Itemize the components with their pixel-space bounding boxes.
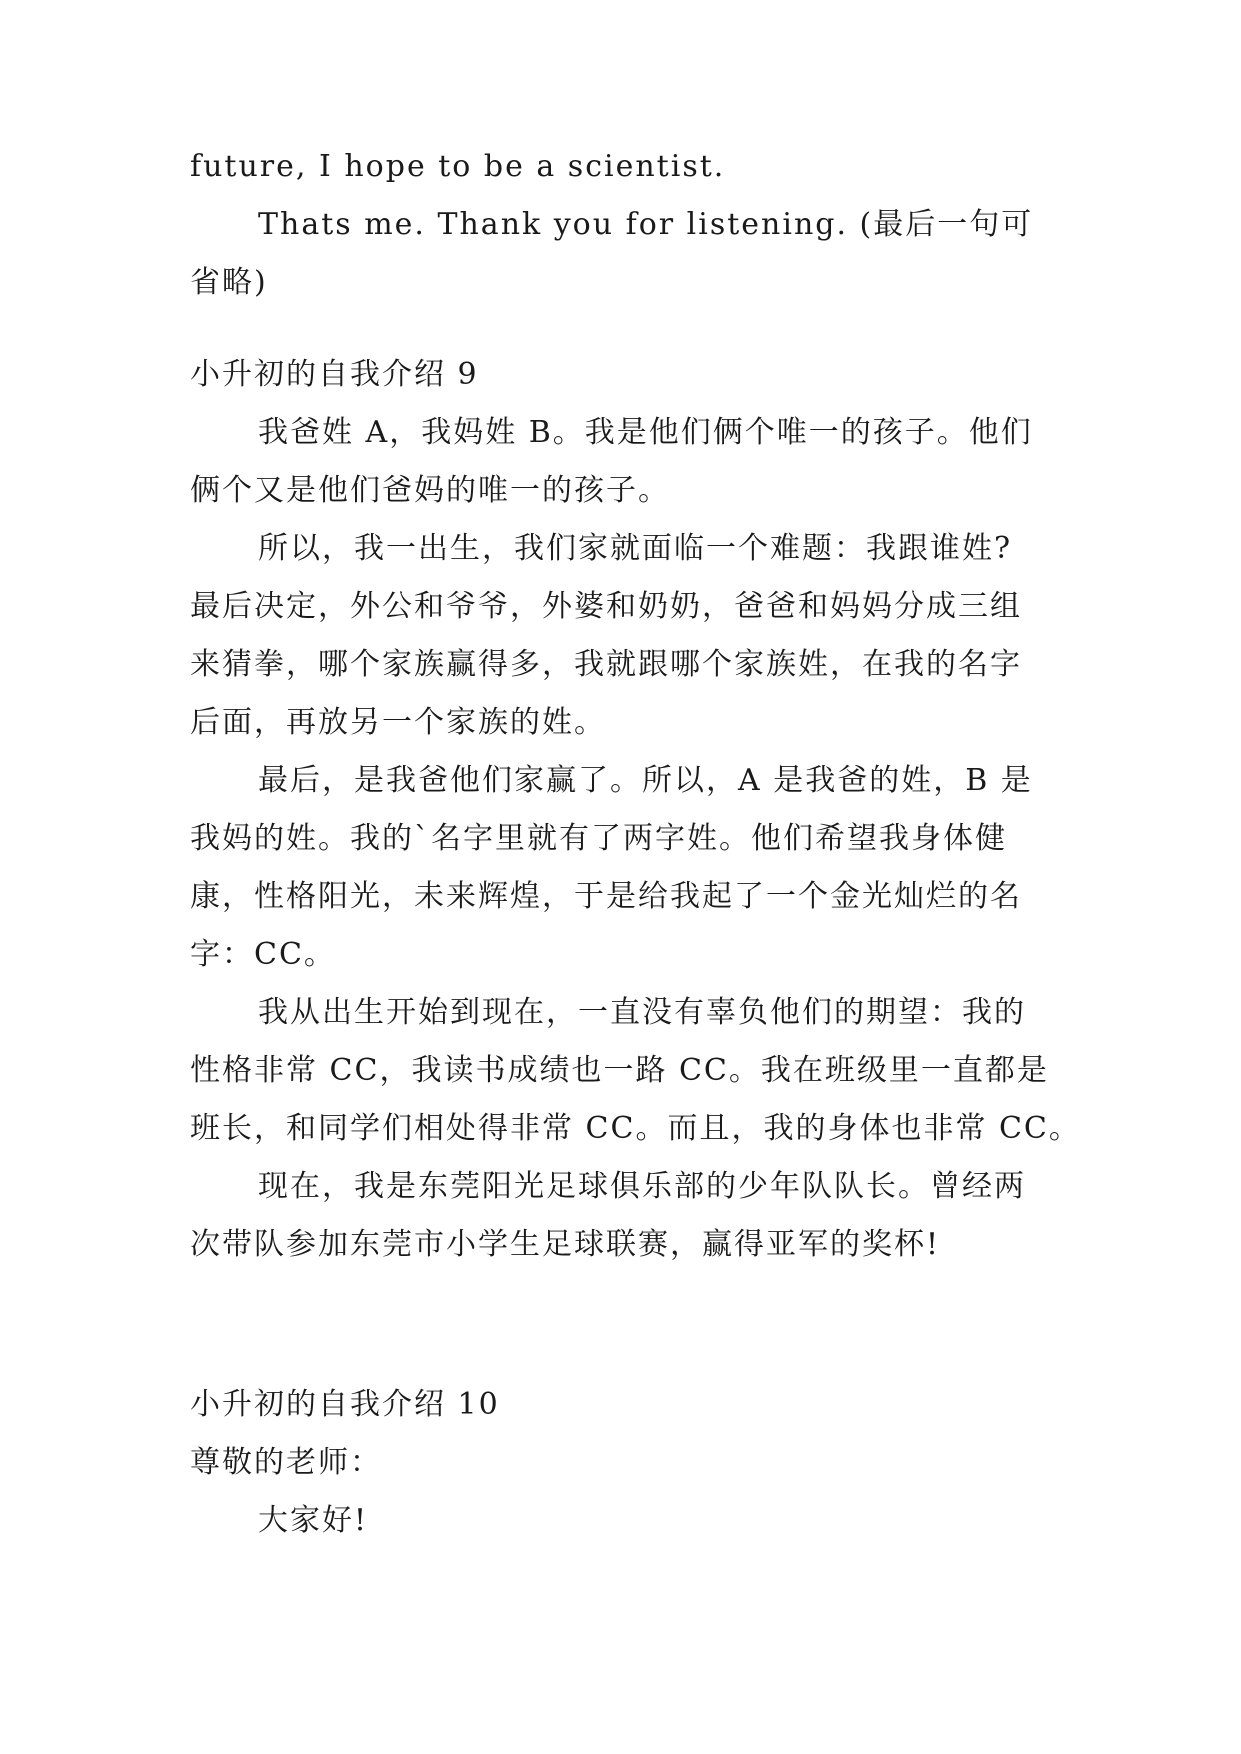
text-line: Thats me. Thank you for listening. (最后一句可: [258, 207, 1034, 242]
paragraph: [190, 752, 1052, 984]
text-line: 俩个又是他们爸妈的唯一的孩子。: [190, 473, 670, 508]
text-line: 省略): [190, 265, 268, 300]
text-line: 后面，再放另一个家族的姓。: [190, 705, 606, 740]
text-line: 我妈的姓。我的`名字里就有了两字姓。他们希望我身体健: [190, 821, 1007, 856]
text-line: 我爸姓 A，我妈姓 B。我是他们俩个唯一的孩子。他们: [258, 415, 1033, 450]
text-line: 最后，是我爸他们家赢了。所以，A 是我爸的姓，B 是: [258, 763, 1033, 798]
section-9: [190, 346, 1081, 1274]
text-line: 所以，我一出生，我们家就面临一个难题：我跟谁姓?: [258, 531, 1013, 566]
text-line: 来猜拳，哪个家族赢得多，我就跟哪个家族姓，在我的名字: [190, 647, 1022, 682]
text-line: future, I hope to be a scientist.: [190, 149, 726, 184]
text-line: 次带队参加东莞市小学生足球联赛，赢得亚军的奖杯!: [190, 1227, 941, 1262]
greeting: 大家好!: [258, 1503, 369, 1538]
salutation: 尊敬的老师：: [190, 1445, 382, 1480]
text-line: 康，性格阳光，未来辉煌，于是给我起了一个金光灿烂的名: [190, 879, 1022, 914]
paragraph: [190, 404, 1052, 520]
section-title: 小升初的自我介绍 10: [190, 1387, 500, 1422]
paragraph: [190, 520, 1052, 752]
text-line: 性格非常 CC，我读书成绩也一路 CC。我在班级里一直都是: [190, 1053, 1049, 1088]
paragraph: [190, 1158, 1052, 1274]
text-line: 现在，我是东莞阳光足球俱乐部的少年队队长。曾经两: [258, 1169, 1026, 1204]
text-line: 我从出生开始到现在，一直没有辜负他们的期望：我的: [258, 995, 1026, 1030]
text-line: 最后决定，外公和爷爷，外婆和奶奶，爸爸和妈妈分成三组: [190, 589, 1022, 624]
text-line: 班长，和同学们相处得非常 CC。而且，我的身体也非常 CC。: [190, 1111, 1081, 1146]
section-10: [190, 1376, 1052, 1550]
previous-section-continuation: [190, 138, 1052, 312]
paragraph: [190, 984, 1081, 1158]
text-line: 字：CC。: [190, 937, 336, 972]
section-title: 小升初的自我介绍 9: [190, 357, 479, 392]
